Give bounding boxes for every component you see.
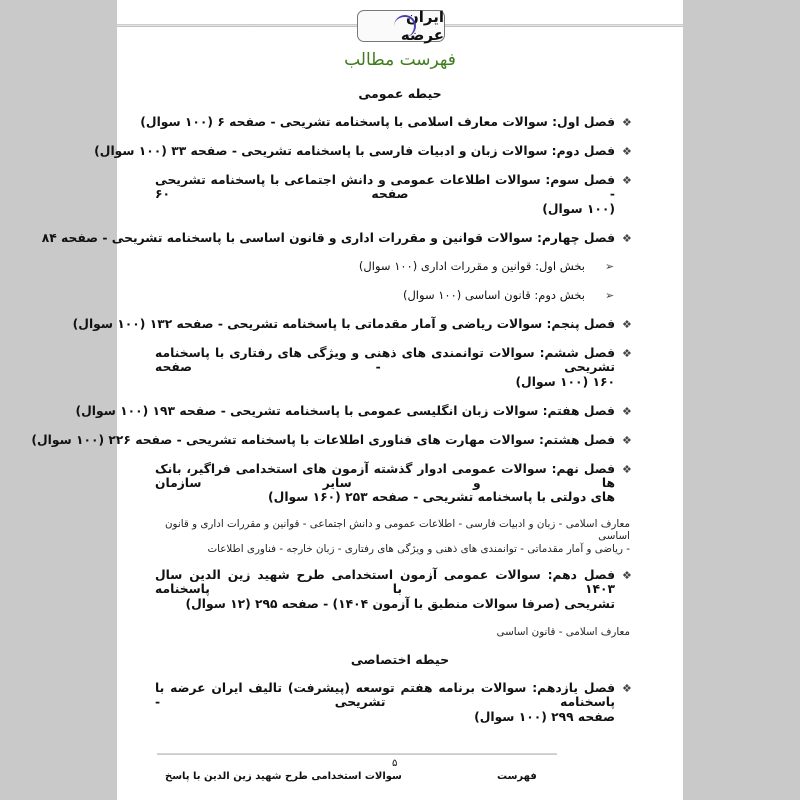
diamond-bullet-icon: ❖ <box>622 318 632 331</box>
diamond-bullet-icon: ❖ <box>622 174 632 187</box>
footer-rule <box>157 753 557 755</box>
diamond-bullet-icon: ❖ <box>622 232 632 245</box>
document-page <box>31 0 683 800</box>
section-heading-special: حیطه اختصاصی <box>350 652 450 667</box>
header-rule-right <box>443 24 683 27</box>
diamond-bullet-icon: ❖ <box>622 682 632 695</box>
diamond-bullet-icon: ❖ <box>622 145 632 158</box>
section-heading-general: حیطه عمومی <box>358 86 442 101</box>
diamond-bullet-icon: ❖ <box>622 434 632 447</box>
toc-line: فصل هفتم: سوالات زبان انگلیسی عمومی با پاسخنامه تشریحی - صفحه ۱۹۳ (۱۰۰ سوال) <box>75 404 615 418</box>
arrow-bullet-icon: ➢ <box>605 260 615 273</box>
diamond-bullet-icon: ❖ <box>622 569 632 582</box>
diamond-bullet-icon: ❖ <box>622 405 632 418</box>
brand-logo: ایران عرضه <box>357 10 445 42</box>
toc-line: فصل دوم: سوالات زبان و ادبیات فارسی با پاسخنامه تشریحی - صفحه ۳۳ (۱۰۰ سوال) <box>94 144 615 158</box>
toc-line: صفحه ۲۹۹ (۱۰۰ سوال) <box>474 710 615 724</box>
toc-line: بخش دوم: قانون اساسی (۱۰۰ سوال) <box>402 288 585 302</box>
toc-line: فصل نهم: سوالات عمومی ادوار گذشته آزمون های استخدامی فراگیر، بانک ها و سایر سازمان <box>155 462 615 490</box>
toc-line: ۱۶۰ (۱۰۰ سوال) <box>515 375 615 389</box>
toc-line: (۱۰۰ سوال) <box>542 202 615 216</box>
toc-line: فصل ششم: سوالات توانمندی های ذهنی و ویژگی های رفتاری با پاسخنامه تشریحی - صفحه <box>155 346 615 374</box>
toc-line: فصل دهم: سوالات عمومی آزمون استخدامی طرح شهید زین الدین سال ۱۴۰۳ با پاسخنامه <box>155 568 615 596</box>
toc-line: فصل یازدهم: سوالات برنامه هفتم توسعه (پیشرفت) تالیف ایران عرضه با پاسخنامه تشریحی - <box>155 681 615 709</box>
toc-line: فصل پنجم: سوالات ریاضی و آمار مقدماتی با پاسخنامه تشریحی - صفحه ۱۳۲ (۱۰۰ سوال) <box>72 317 615 331</box>
diamond-bullet-icon: ❖ <box>622 116 632 129</box>
toc-line: معارف اسلامی - زبان و ادبیات فارسی - اطلاعات عمومی و دانش اجتماعی - قوانین و مقررات اداری و قانون اساسی <box>165 518 630 542</box>
toc-line: های دولتی با پاسخنامه تشریحی - صفحه ۲۵۳ (۱۶۰ سوال) <box>268 490 615 504</box>
toc-line: فصل چهارم: سوالات قوانین و مقررات اداری و قانون اساسی با پاسخنامه تشریحی - صفحه ۸۴ <box>41 231 615 245</box>
footer-chapter: فهرست <box>497 771 537 782</box>
diamond-bullet-icon: ❖ <box>622 463 632 476</box>
toc-line: فصل سوم: سوالات اطلاعات عمومی و دانش اجتماعی با پاسخنامه تشریحی - صفحه ۶۰ <box>155 173 615 201</box>
toc-line: فصل اول: سوالات معارف اسلامی با پاسخنامه تشریحی - صفحه ۶ (۱۰۰ سوال) <box>140 115 615 129</box>
diamond-bullet-icon: ❖ <box>622 347 632 360</box>
toc-line: فصل هشتم: سوالات مهارت های فناوری اطلاعات با پاسخنامه تشریحی - صفحه ۲۲۶ (۱۰۰ سوال) <box>31 433 615 447</box>
toc-line: معارف اسلامی - قانون اساسی <box>496 626 630 638</box>
footer-book-title: سوالات استخدامی طرح شهید زین الدین با پاسخ <box>165 771 402 782</box>
arrow-bullet-icon: ➢ <box>605 289 615 302</box>
toc-line: - ریاضی و آمار مقدماتی - توانمندی های ذهنی و ویژگی های رفتاری - زبان خارجه - فناوری اطلاعات <box>207 543 630 555</box>
header-rule-left <box>117 24 357 27</box>
toc-line: بخش اول: قوانین و مقررات اداری (۱۰۰ سوال) <box>358 259 585 273</box>
page-title: فهرست مطالب <box>344 50 456 70</box>
page-number: ۵ <box>392 758 398 769</box>
toc-line: تشریحی (صرفا سوالات منطبق با آزمون ۱۴۰۴) - صفحه ۲۹۵ (۱۲ سوال) <box>185 597 615 611</box>
